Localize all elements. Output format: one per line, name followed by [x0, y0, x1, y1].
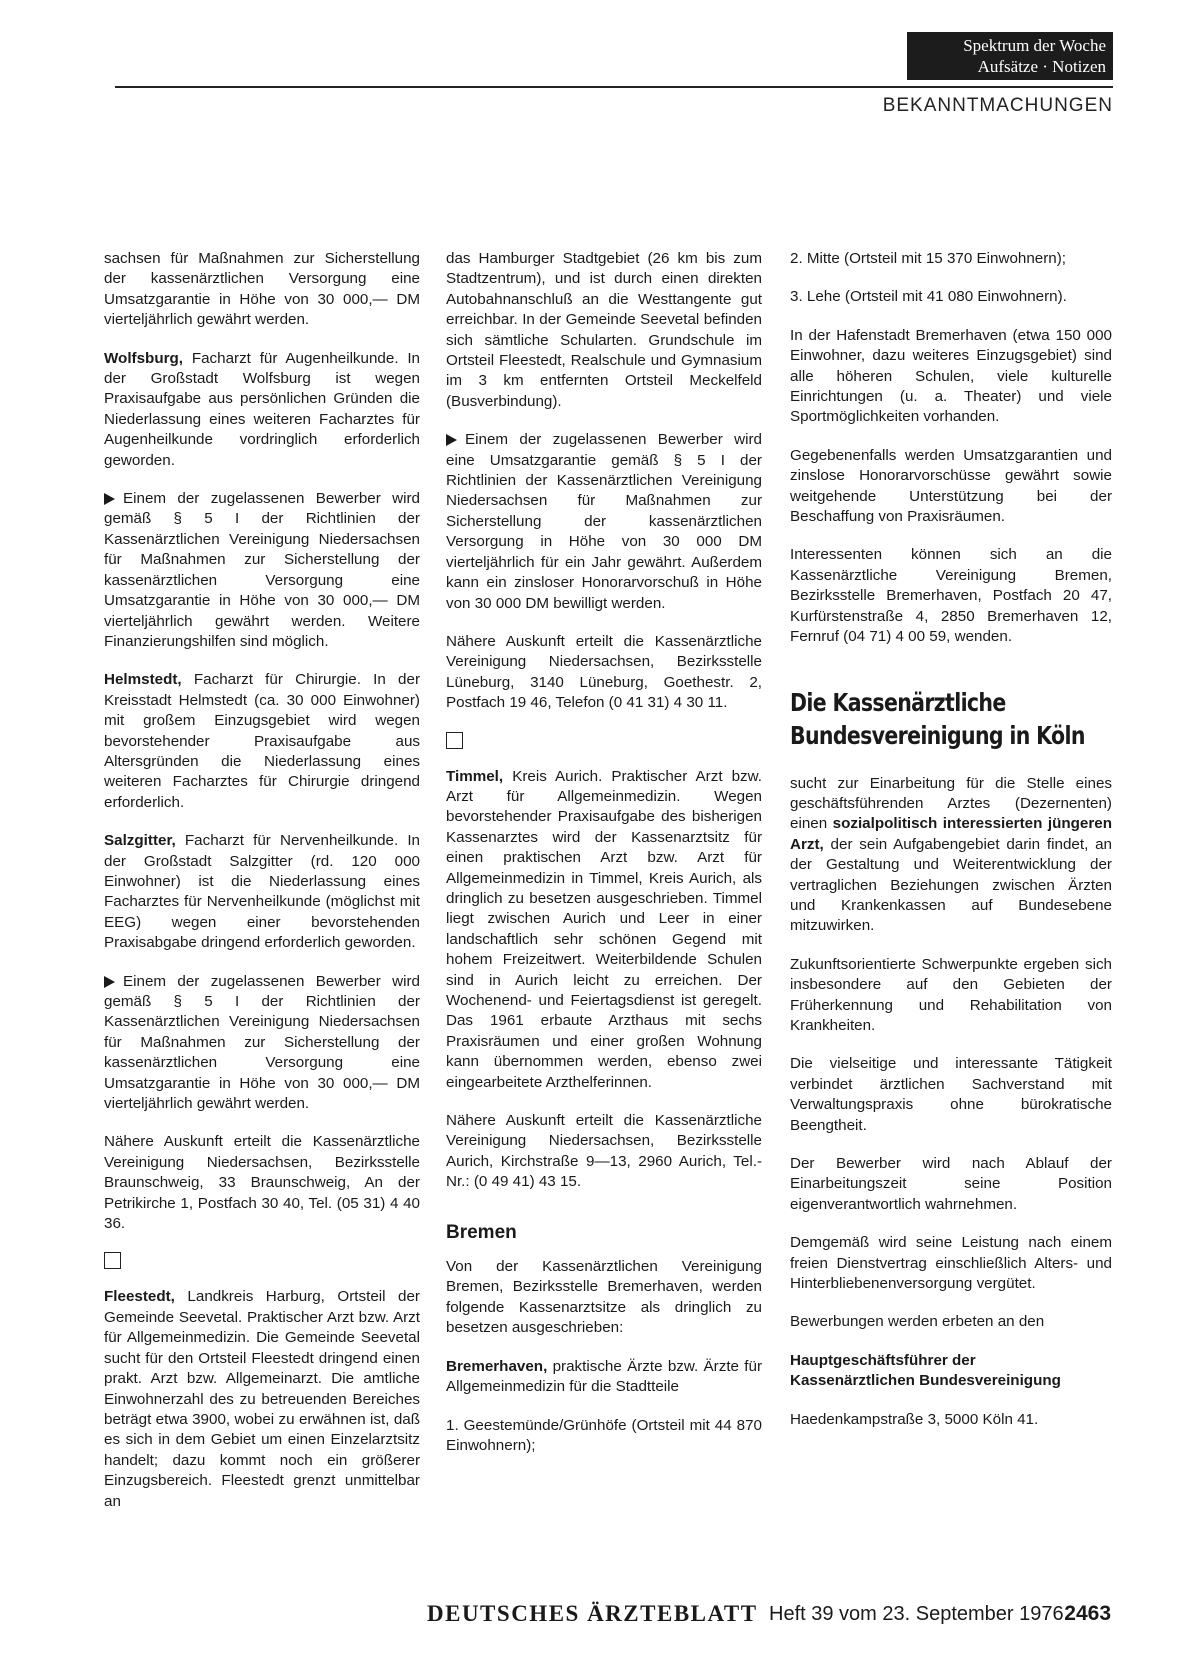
journal-name: DEUTSCHES ÄRZTEBLATT — [427, 1601, 758, 1626]
ad-paragraph: Bewerbungen werden erbeten an den — [790, 1313, 1045, 1331]
listing-text: Landkreis Harburg, Ortsteil der Gemeinde Seevetal. Praktischer Arzt bzw. Arzt für Allgemeinmedizin. Die Gemeinde Seevetal sucht für den Ortsteil Fleestedt dringend einen prakt. Arzt bzw. Allgemeinarzt. Die amtliche Einwohnerzahl des zu betreuenden Bereiches beträgt etwa 3900, wobei zu erwähnen ist, daß es sich in dem Gebiet um einen Einzelarztsitz handelt; dazu kommt noch ein größerer Einzugsbereich. Fleestedt grenzt unmittelbar an — [104, 1288, 420, 1510]
listing-bremerhaven — [446, 1357, 762, 1398]
contact-paragraph: Nähere Auskunft erteilt die Kassenärztliche Vereinigung Niedersachsen, Bezirksstelle Aurich, Kirchstraße 9—13, 2960 Aurich, Tel.-Nr.: (0 49 41) 43 15. — [446, 1112, 762, 1191]
listing-fleestedt — [104, 1287, 420, 1511]
ad-title-line-1: Die Kassenärztliche — [790, 687, 1006, 717]
section-badge — [907, 32, 1113, 80]
listing-place: Bremerhaven, — [446, 1357, 548, 1375]
paragraph: In der Hafenstadt Bremerhaven (etwa 150 000 Einwohner, dazu weiteres Einzugsgebiet) sind alle höheren Schulen, viele kulturelle Einrichtungen (u. a. Theater) und viele Sportmöglichkeiten vorhanden. — [790, 326, 1112, 426]
offer-text: Einem der zugelassenen Bewerber wird gemäß § 5 I der Richtlinien der Kassenärztlichen Vereinigung Niedersachsen für Maßnahmen zur Sicherstellung der kassenärztlichen Versorgung eine Umsatzgarantie in Höhe von 30 000,— DM vierteljährlich gewährt werden. Weitere Finanzierungshilfen sind möglich. — [104, 490, 420, 650]
paragraph: das Hamburger Stadtgebiet (26 km bis zum Stadtzentrum), und ist durch einen direkten Autobahnanschluß an die Westtangente gut erreichbar. In der Gemeinde Seevetal befinden sich sämtliche Schularten. Grundschule im Ortsteil Fleestedt, Realschule und Gymnasium im 3 km entfernten Ortsteil Meckelfeld (Busverbindung). — [446, 250, 762, 410]
offer-text: Einem der zugelassenen Bewerber wird eine Umsatzgarantie gemäß § 5 I der Richtlinien der Kassenärztlichen Vereinigung Niedersachsen für Maßnahmen zur Sicherstellung der kassenärztlichen Versorgung in Höhe von 30 000 DM vierteljährlich für ein Jahr gewährt. Außerdem kann ein zinsloser Honorarvorschuß in Höhe von 30 000 DM bewilligt werden. — [446, 431, 762, 612]
badge-line-2: Aufsätze · Notizen — [977, 57, 1106, 76]
list-item: 2. Mitte (Ortsteil mit 15 370 Einwohnern); — [790, 250, 1067, 267]
listing-text: Facharzt für Nervenheilkunde. In der Großstadt Salzgitter (rd. 120 000 Einwohner) ist die Niederlassung eines Facharztes für Nervenheilkunde (möglichst mit EEG) wegen einer bevorstehenden Praxisabgabe dringend erforderlich geworden. — [104, 832, 420, 952]
triangle-bullet-icon — [446, 434, 457, 446]
list-item: 1. Geestemünde/Grünhöfe (Ortsteil mit 44 870 Einwohnern); — [446, 1416, 762, 1454]
listing-place: Fleestedt, — [104, 1288, 175, 1306]
address-line: Hauptgeschäftsführer der — [790, 1351, 976, 1369]
listing-salzgitter — [104, 831, 420, 953]
page-footer — [427, 1601, 1113, 1631]
address-block — [790, 1351, 1112, 1392]
section-box-icon — [104, 1252, 121, 1269]
listing-text: praktische Ärzte bzw. Ärzte für Allgemeinmedizin für die Stadtteile — [446, 1357, 762, 1396]
listing-wolfsburg — [104, 349, 420, 471]
ad-title-line-2: Bundesvereinigung in Köln — [790, 720, 1085, 750]
column-3 — [790, 249, 1112, 1448]
ad-emphasis: sozialpolitisch interessierten jüngeren Arzt, — [790, 815, 1112, 853]
page-number: 2463 — [1064, 1602, 1111, 1625]
offer-paragraph — [446, 430, 762, 614]
section-box-icon — [446, 732, 463, 749]
listing-place: Helmstedt, — [104, 671, 182, 689]
listing-place: Salzgitter, — [104, 832, 176, 850]
column-1 — [104, 249, 420, 1530]
offer-paragraph — [104, 972, 420, 1115]
ad-paragraph: Der Bewerber wird nach Ablauf der Einarbeitungszeit seine Position eigenverantwortlich wahrnehmen. — [790, 1155, 1112, 1213]
ad-text: der sein Aufgabengebiet darin findet, an der Gestaltung und Weiterentwicklung der vertraglichen Beziehungen zwischen Ärzten und Krankenkassen auf Bundesebene mitzuwirken. — [790, 835, 1112, 935]
region-heading: Bremen — [446, 1221, 517, 1243]
listing-helmstedt — [104, 670, 420, 813]
paragraph: Von der Kassenärztlichen Vereinigung Bremen, Bezirksstelle Bremerhaven, werden folgende Kassenarztsitze als dringlich zu besetzen ausgeschrieben: — [446, 1258, 762, 1337]
listing-place: Timmel, — [446, 767, 504, 785]
issue-info: Heft 39 vom 23. September 1976 — [769, 1603, 1064, 1625]
contact-paragraph: Nähere Auskunft erteilt die Kassenärztliche Vereinigung Niedersachsen, Bezirksstelle Lüneburg, 3140 Lüneburg, Goethestr. 2, Postfach 19 46, Telefon (0 41 31) 4 30 11. — [446, 632, 762, 712]
listing-place: Wolfsburg, — [104, 349, 184, 367]
triangle-bullet-icon — [104, 976, 115, 988]
ad-paragraph: Die vielseitige und interessante Tätigkeit verbindet ärztlichen Sachverstand mit Verwaltungspraxis ohne bürokratische Beengtheit. — [790, 1055, 1112, 1134]
ad-paragraph — [790, 774, 1112, 937]
listing-text: Kreis Aurich. Praktischer Arzt bzw. Arzt für Allgemeinmedizin. Wegen bevorstehender Praxisaufgabe des bisherigen Kassenarztes wird der Kassenarztsitz für einen praktischen Arzt bzw. Arzt für Allgemeinmedizin in Timmel, Kreis Aurich, als dringlich zu besetzen ausgeschrieben. Timmel liegt zwischen Aurich und Leer in einer landschaftlich sehr schönen Gegend mit hohem Freizeitwert. Weiterbildende Schulen sind in Aurich leicht zu erreichen. Der Wochenend- und Feiertagsdienst ist geregelt. Das 1961 erbaute Arzthaus mit sechs Praxisräumen und einer großen Wohnung kann übernommen werden, ebenso zwei eingearbeitete Arzthelferinnen. — [446, 767, 762, 1091]
offer-text: Einem der zugelassenen Bewerber wird gemäß § 5 I der Richtlinien der Kassenärztlichen Vereinigung Niedersachsen für Maßnahmen zur Sicherstellung der kassenärztlichen Versorgung eine Umsatzgarantie in Höhe von 30 000,— DM vierteljährlich gewährt werden. — [104, 972, 420, 1113]
paragraph: sachsen für Maßnahmen zur Sicherstellung der kassenärztlichen Versorgung eine Umsatzgarantie in Höhe von 30 000,— DM vierteljährlich gewährt werden. — [104, 250, 420, 329]
listing-text: Facharzt für Augenheilkunde. In der Großstadt Wolfsburg ist wegen Praxisaufgabe aus persönlichen Gründen die Niederlassung eines weiteren Facharztes für Augenheilkunde vordringlich erforderlich geworden. — [104, 349, 420, 469]
paragraph: Gegebenenfalls werden Umsatzgarantien und zinslose Honorarvorschüsse gewährt sowie weitgehende Unterstützung bei der Beschaffung von Praxisräumen. — [790, 446, 1112, 526]
badge-line-1: Spektrum der Woche — [963, 36, 1106, 55]
address-line: Haedenkampstraße 3, 5000 Köln 41. — [790, 1410, 1039, 1428]
ad-paragraph: Zukunftsorientierte Schwerpunkte ergeben sich insbesondere auf den Gebieten der Früherkennung und Rehabilitation von Krankheiten. — [790, 955, 1112, 1034]
section-title: BEKANNTMACHUNGEN — [882, 95, 1113, 116]
listing-text: Facharzt für Chirurgie. In der Kreisstadt Helmstedt (ca. 30 000 Einwohner) mit großem Einzugsgebiet wird wegen bevorstehender Praxisaufgabe aus Altersgründen die Niederlassung eines weiteren Facharztes für Chirurgie dringend erforderlich. — [104, 671, 420, 811]
address-line: Kassenärztlichen Bundesvereinigung — [790, 1372, 1061, 1390]
contact-paragraph: Nähere Auskunft erteilt die Kassenärztliche Vereinigung Niedersachsen, Bezirksstelle Braunschweig, 33 Braunschweig, An der Petrikirche 1, Postfach 30 40, Tel. (05 31) 4 40 36. — [104, 1133, 420, 1233]
column-2 — [446, 249, 762, 1474]
header-rule — [115, 86, 1113, 88]
listing-timmel — [446, 767, 762, 1094]
ad-text: sucht zur Einarbeitung für die Stelle eines geschäftsführenden Arztes (Dezernenten) einen — [790, 774, 1112, 833]
list-item: 3. Lehe (Ortsteil mit 41 080 Einwohnern). — [790, 288, 1067, 306]
ad-paragraph: Demgemäß wird seine Leistung nach einem freien Dienstvertrag einschließlich Alters- und Hinterbliebenenversorgung vergütet. — [790, 1234, 1112, 1293]
ad-title — [790, 686, 1134, 752]
offer-paragraph — [104, 489, 420, 652]
triangle-bullet-icon — [104, 493, 115, 505]
contact-paragraph: Interessenten können sich an die Kassenärztliche Vereinigung Bremen, Bezirksstelle Bremerhaven, Postfach 20 47, Kurfürstenstraße 4, 2850 Bremerhaven 12, Fernruf (04 71) 4 00 59, wenden. — [790, 546, 1112, 646]
